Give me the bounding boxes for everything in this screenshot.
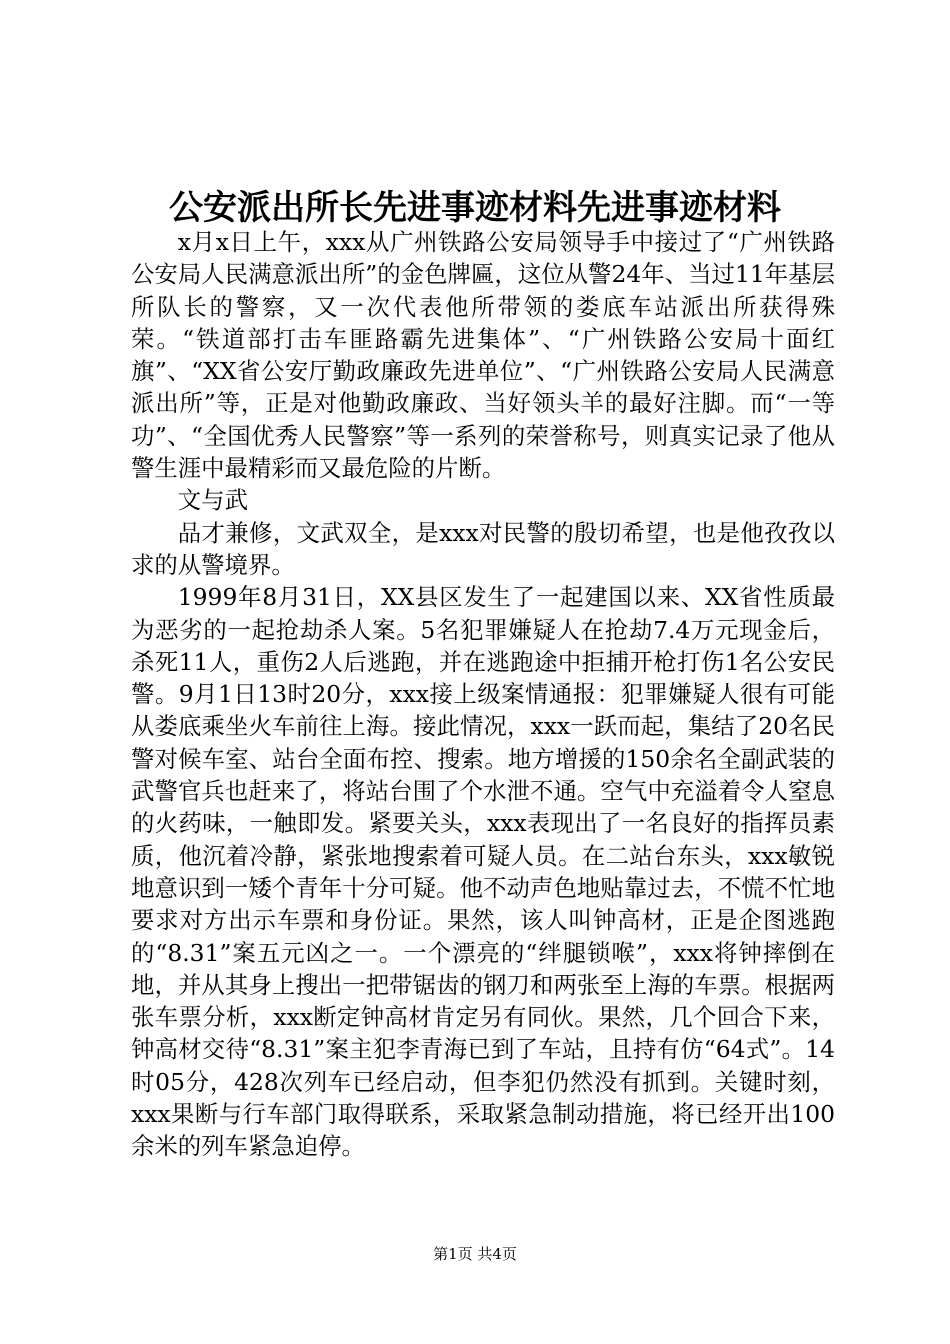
section-heading: 文与武 xyxy=(177,486,248,515)
paragraph-principle: 品才兼修，文武双全，是xxx对民警的殷切希望，也是他孜孜以求的从警境界。 xyxy=(131,518,835,579)
document-body xyxy=(131,226,835,1163)
paragraph-intro: x月x日上午，xxx从广州铁路公安局领导手中接过了“广州铁路公安局人民满意派出所”的金色牌匾，这位从警24年、当过11年基层所队长的警察，又一次代表他所带领的娄底车站派出所获得殊荣。“铁道部打击车匪路霸先进集体”、“广州铁路公安局十面红旗”、“XX省公安厅勤政廉政先进单位”、“广州铁路公安局人民满意派出所”等，正是对他勤政廉政、当好领头羊的最好注脚。而“一等功”、“全国优秀人民警察”等一系列的荣誉称号，则真实记录了他从警生涯中最精彩而又最危险的片断。 xyxy=(131,228,835,483)
page-title: 公安派出所长先进事迹材料先进事迹材料 xyxy=(169,188,781,228)
page-footer: 第1页 共4页 xyxy=(433,1245,517,1263)
paragraph-case: 1999年8月31日，XX县区发生了一起建国以来、XX省性质最为恶劣的一起抢劫杀人案。5名犯罪嫌疑人在抢劫7.4万元现金后，杀死11人，重伤2人后逃跑，并在逃跑途中拒捕开枪打伤1名公安民警。9月1日13时20分，xxx接上级案情通报：犯罪嫌疑人很有可能从娄底乘坐火车前往上海。接此情况，xxx一跃而起，集结了20名民警对候车室、站台全面布控、搜索。地方增援的150余名全副武装的武警官兵也赶来了，将站台围了个水泄不通。空气中充溢着令人窒息的火药味，一触即发。紧要关头，xxx表现出了一名良好的指挥员素质，他沉着冷静，紧张地搜索着可疑人员。在二站台东头，xxx敏锐地意识到一矮个青年十分可疑。他不动声色地贴靠过去，不慌不忙地要求对方出示车票和身份证。果然，该人叫钟高材，正是企图逃跑的“8.31”案五元凶之一。一个漂亮的“绊腿锁喉”，xxx将钟摔倒在地，并从其身上搜出一把带锯齿的钢刀和两张至上海的车票。根据两张车票分析，xxx断定钟高材肯定另有同伙。果然，几个回合下来，钟高材交待“8.31”案主犯李青海已到了车站，且持有仿“64式”。14时05分，428次列车已经启动，但李犯仍然没有抓到。关键时刻，xxx果断与行车部门取得联系，采取紧急制动措施，将已经开出100余米的列车紧急迫停。 xyxy=(131,583,835,1161)
